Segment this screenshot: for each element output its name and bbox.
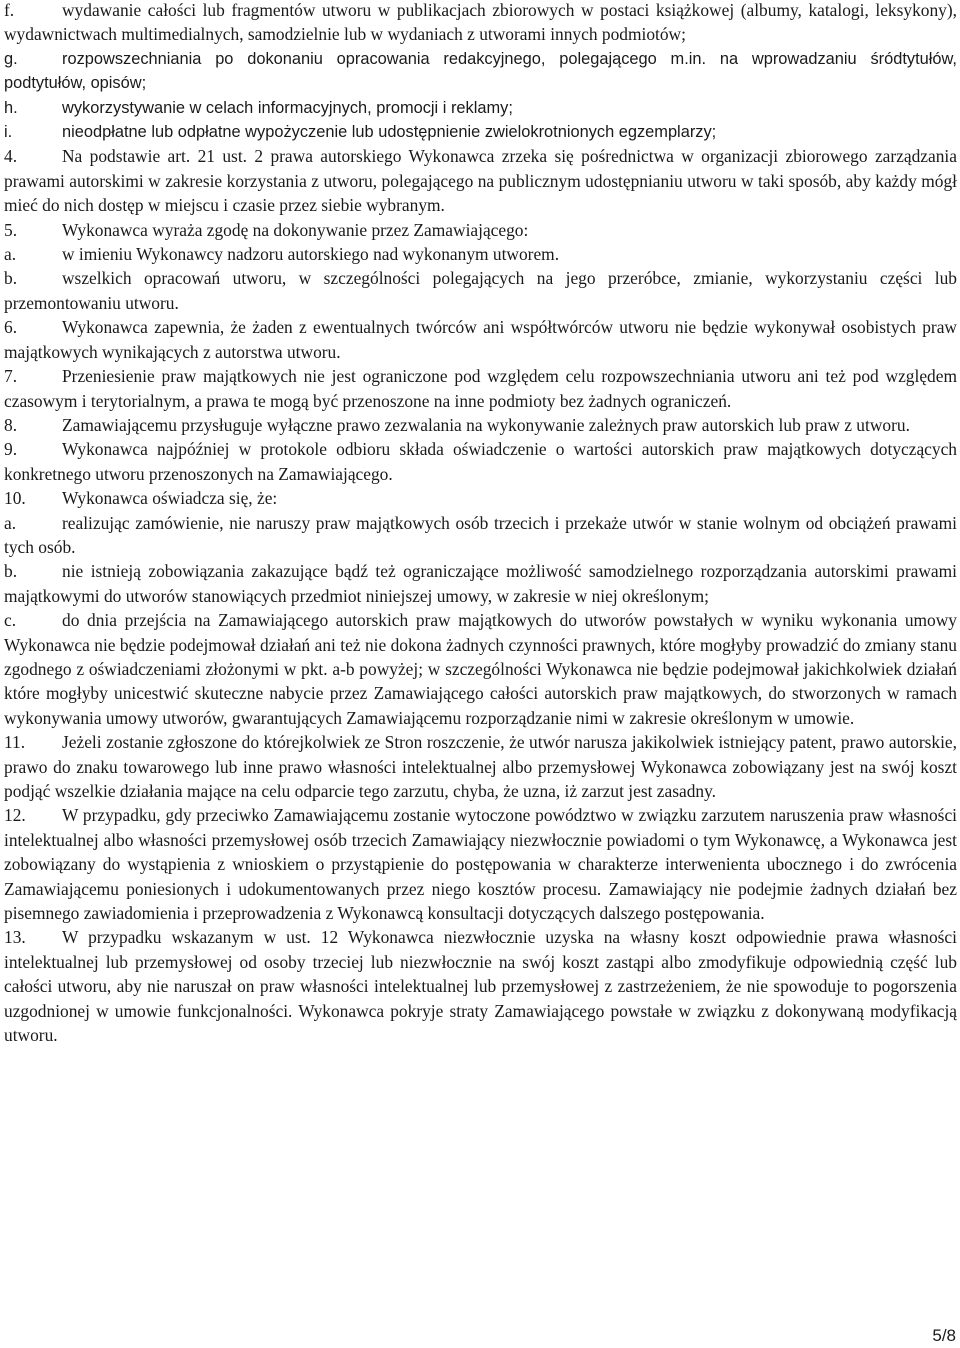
paragraph (4, 364, 957, 413)
paragraph-marker: g. (4, 49, 18, 68)
paragraph (4, 266, 957, 315)
paragraph (4, 608, 957, 730)
paragraph (4, 96, 957, 120)
paragraph-marker: 11. (4, 732, 26, 753)
paragraph-marker: b. (4, 268, 18, 289)
paragraph-marker: a. (4, 244, 17, 265)
paragraph-text: Przeniesienie praw majątkowych nie jest ograniczone pod względem celu rozpowszechniania utworu ani też pod względem czasowym i terytorialnym, a prawa te mogą być przenoszone na inne podmioty bez żadnych ograniczeń. (4, 366, 957, 411)
paragraph-marker: b. (4, 561, 18, 582)
paragraph-text: w imieniu Wykonawcy nadzoru autorskiego nad wykonanym utworem. (62, 244, 560, 265)
paragraph-text: W przypadku, gdy przeciwko Zamawiającemu zostanie wytoczone powództwo w związku zarzutem naruszenia praw własności intelektualnej albo własności przemysłowej osób trzecich Zamawiający niezwłocznie powiadomi o tym Wykonawcę, a Wykonawca jest zobowiązany do wystąpienia z wnioskiem o przystąpienie do postępowania w charakterze interwenienta ubocznego i do zwrócenia Zamawiającemu poniesionych i udokumentowanych przez niego kosztów procesu. Zamawiający nie podejmie żadnych działań bez pisemnego zawiadomienia i przeprowadzenia z Wykonawcą konsultacji dotyczących dalszego postępowania. (4, 805, 957, 924)
paragraph-text: wszelkich opracowań utworu, w szczególności polegających na jego przeróbce, zmianie, wykorzystaniu części lub przemontowaniu utworu. (4, 268, 957, 313)
paragraph-text: W przypadku wskazanym w ust. 12 Wykonawca niezwłocznie uzyska na własny koszt odpowiednie prawa własności intelektualnej lub przemysłowej od osoby trzeciej lub niezwłocznie na swój koszt zastąpi albo zmodyfikuje odpowiednią część lub całości utworu, aby nie naruszał on praw własności intelektualnej lub przemysłowej z zastrzeżeniem, że nie spowoduje to pogorszenia uzgodnionej w umowie funkcjonalności. Wykonawca pokryje straty Zamawiającego powstałe w związku z dokonywaną modyfikacją utworu. (4, 927, 957, 1046)
paragraph-marker: a. (4, 512, 17, 533)
paragraph-marker: 6. (4, 317, 18, 338)
document-body (4, 0, 957, 1047)
paragraph (4, 47, 957, 96)
page-number: 5/8 (932, 1326, 956, 1345)
paragraph (4, 218, 957, 242)
paragraph-marker: f. (4, 0, 15, 20)
paragraph-marker: 10. (4, 488, 26, 509)
paragraph-text: nieodpłatne lub odpłatne wypożyczenie lub udostępnienie zwielokrotnionych egzemplarzy; (62, 123, 717, 142)
paragraph-text: Wykonawca wyraża zgodę na dokonywanie przez Zamawiającego: (62, 219, 529, 240)
paragraph (4, 486, 957, 510)
paragraph-marker: 9. (4, 439, 18, 460)
paragraph (4, 803, 957, 925)
paragraph-marker: i. (4, 123, 13, 142)
paragraph-marker: 7. (4, 366, 18, 387)
paragraph-text: Wykonawca zapewnia, że żaden z ewentualnych twórców ani współtwórców utworu nie będzie wykonywał osobistych praw majątkowych wynikających z autorstwa utworu. (4, 317, 957, 362)
paragraph-text: nie istnieją zobowiązania zakazujące bądź też ograniczające możliwość samodzielnego rozporządzania autorskimi prawami majątkowymi do utworów stanowiących przedmiot niniejszej umowy, w zakresie w niej określonym; (4, 561, 957, 606)
paragraph (4, 925, 957, 1047)
paragraph-marker: h. (4, 98, 18, 117)
paragraph-text: do dnia przejścia na Zamawiającego autorskich praw majątkowych do utworów powstałych w wyniku wykonania umowy Wykonawca nie będzie podejmował działań ani też nie dokona żadnych czynności prawnych, które mogłyby prowadzić do zmiany stanu zgodnego z oświadczeniami złożonymi w pkt. a-b powyżej; w szczególności Wykonawca nie będzie podejmował jakichkolwiek działań które mogłyby unicestwić skuteczne nabycie przez Zamawiającego całości autorskich praw majątkowych, do stworzonych w ramach wykonywania umowy utworów, gwarantujących Zamawiającemu rozporządzanie nimi w zakresie określonym w umowie. (4, 610, 957, 728)
paragraph (4, 511, 957, 560)
paragraph (4, 413, 957, 437)
paragraph (4, 0, 957, 47)
paragraph (4, 315, 957, 364)
paragraph (4, 559, 957, 608)
paragraph (4, 242, 957, 266)
paragraph-text: Zamawiającemu przysługuje wyłączne prawo zezwalania na wykonywanie zależnych praw autorskich lub praw z utworu. (62, 414, 910, 435)
paragraph-text: Jeżeli zostanie zgłoszone do którejkolwiek ze Stron roszczenie, że utwór narusza jakikolwiek istniejący patent, prawo autorskie, prawo do znaku towarowego lub inne prawo własności intelektualnej albo przemysłowej Wykonawca zobowiązany jest na swój koszt podjąć wszelkie działania mające na celu odparcie tego zarzutu, chyba, że uzna, iż zarzut jest zasadny. (4, 732, 957, 801)
paragraph-text: wydawanie całości lub fragmentów utworu w publikacjach zbiorowych w postaci książkowej (albumy, katalogi, leksykony), wydawnictwach multimedialnych, samodzielnie lub w wydaniach z utworami innych podmiotów; (4, 0, 957, 45)
paragraph-marker: 8. (4, 414, 18, 435)
paragraph-marker: 5. (4, 219, 18, 240)
paragraph (4, 730, 957, 803)
paragraph (4, 120, 957, 144)
paragraph (4, 437, 957, 486)
paragraph-text: Wykonawca oświadcza się, że: (62, 488, 278, 509)
paragraph-text: realizując zamówienie, nie naruszy praw majątkowych osób trzecich i przekaże utwór w stanie wolnym od obciążeń prawami tych osób. (4, 512, 957, 557)
paragraph (4, 144, 957, 217)
paragraph-text: wykorzystywanie w celach informacyjnych, promocji i reklamy; (62, 98, 513, 117)
paragraph-marker: 4. (4, 146, 18, 167)
paragraph-marker: 12. (4, 805, 26, 826)
paragraph-text: Na podstawie art. 21 ust. 2 prawa autorskiego Wykonawca zrzeka się pośrednictwa w organizacji zbiorowego zarządzania prawami autorskimi w zakresie korzystania z utworu, polegającego na publicznym udostępnianiu utworu w taki sposób, aby każdy mógł mieć do nich dostęp w miejscu i czasie przez siebie wybranym. (4, 146, 957, 216)
paragraph-marker: c. (4, 610, 17, 631)
paragraph-text: rozpowszechniania po dokonaniu opracowania redakcyjnego, polegającego m.in. na wprowadzaniu śródtytułów, podtytułów, opisów; (4, 49, 957, 93)
paragraph-marker: 13. (4, 927, 26, 948)
paragraph-text: Wykonawca najpóźniej w protokole odbioru składa oświadczenie o wartości autorskich praw majątkowych dotyczących konkretnego utworu przenoszonych na Zamawiającego. (4, 439, 957, 484)
